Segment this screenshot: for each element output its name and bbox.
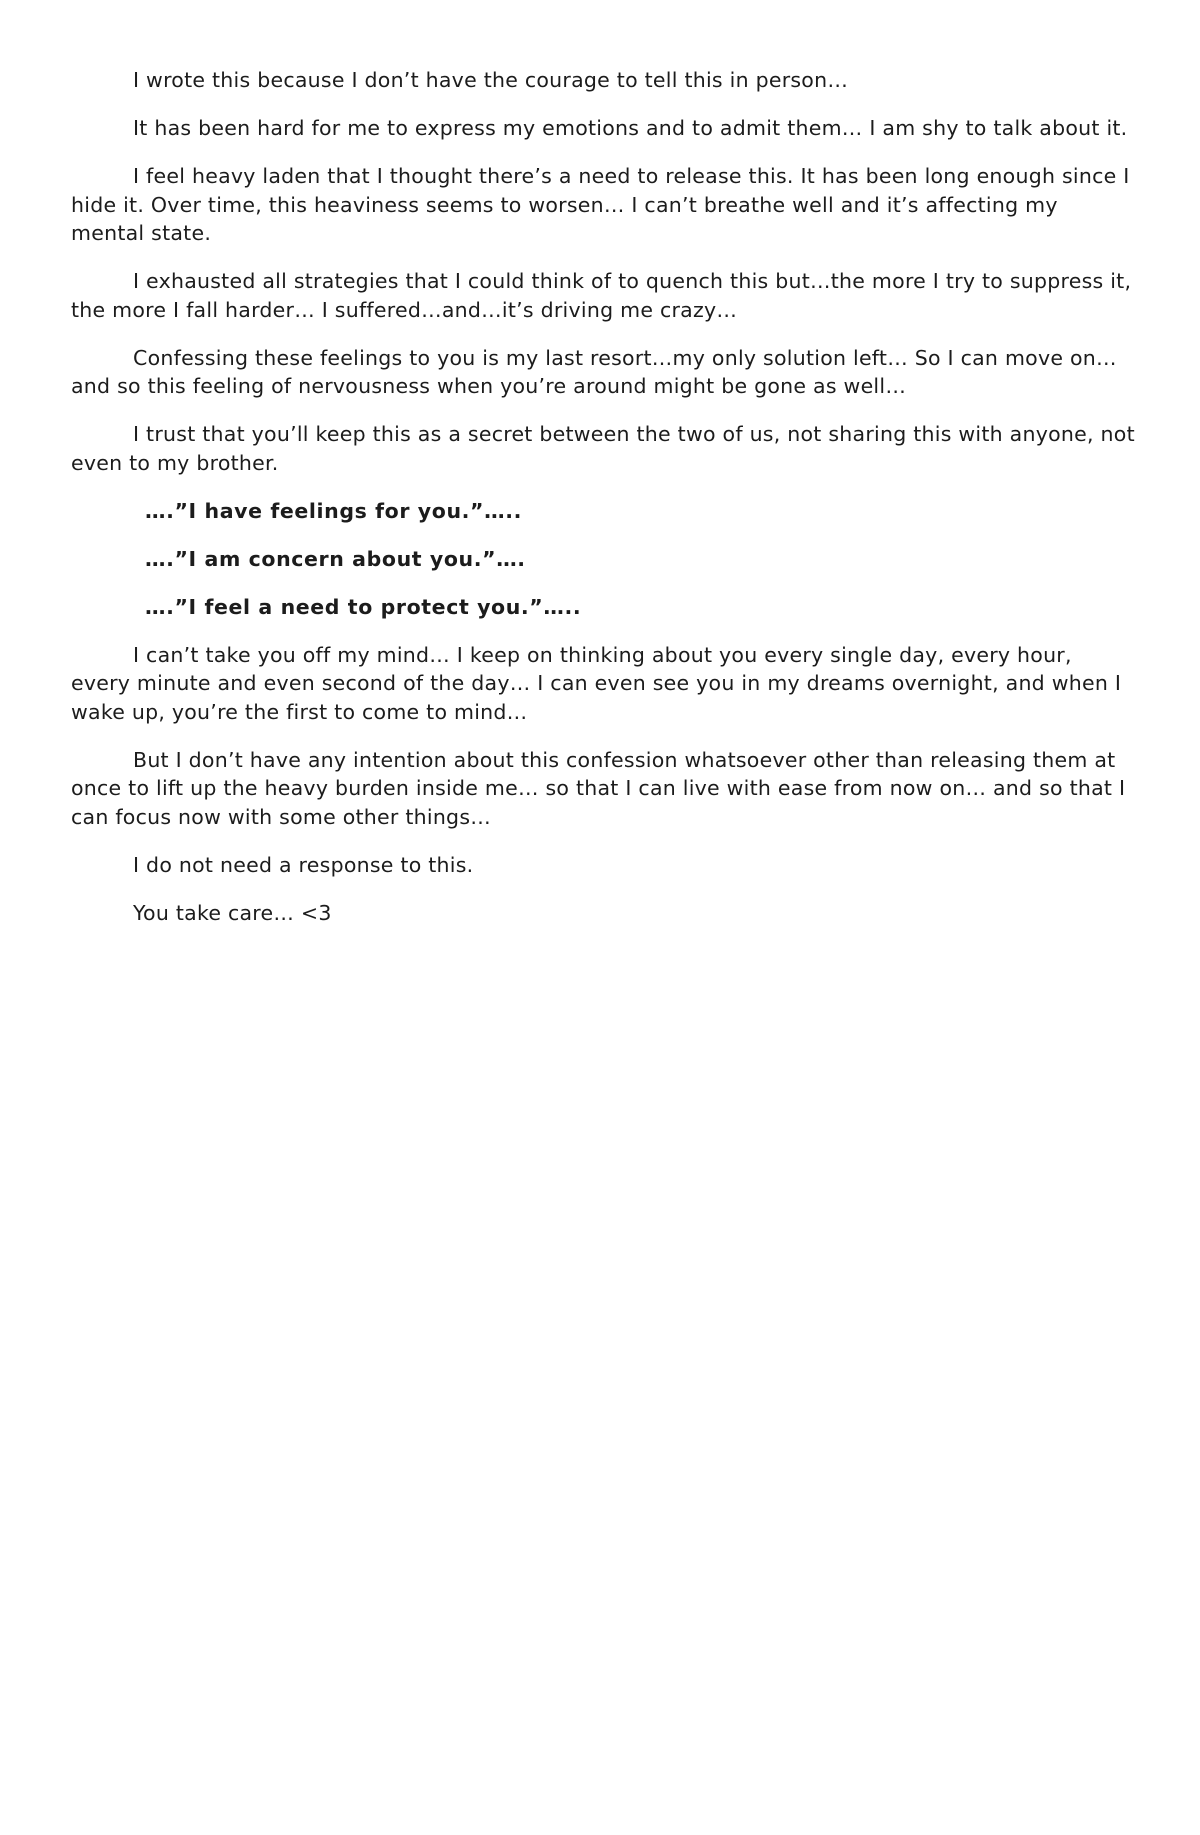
letter-paragraph: I exhausted all strategies that I could think of to quench this but…the more I try to suppress it, the more I fall harder… I suffered…and…it’s driving me crazy… xyxy=(71,269,1132,322)
letter-body xyxy=(71,66,1135,947)
letter-paragraph: I wrote this because I don’t have the courage to tell this in person… xyxy=(133,68,849,92)
letter-paragraph: But I don’t have any intention about this confession whatsoever other than releasing them at once to lift up the heavy burden inside me… so that I can live with ease from now on… and so that I can focus now with some other things… xyxy=(71,747,1126,829)
letter-paragraph: It has been hard for me to express my emotions and to admit them… I am shy to talk about it. xyxy=(133,116,1128,140)
letter-closing: You take care… <3 xyxy=(133,900,332,925)
letter-paragraph: I trust that you’ll keep this as a secret between the two of us, not sharing this with anyone, not even to my brother. xyxy=(71,422,1135,475)
emphasized-line: ….”I am concern about you.”…. xyxy=(145,546,526,571)
emphasized-line: ….”I feel a need to protect you.”….. xyxy=(145,594,582,619)
emphasized-line: ….”I have feelings for you.”….. xyxy=(145,498,522,523)
letter-paragraph: Confessing these feelings to you is my last resort…my only solution left… So I can move on… and so this feeling of nervousness when you’re around might be gone as well… xyxy=(71,345,1117,398)
letter-paragraph: I can’t take you off my mind… I keep on thinking about you every single day, every hour, every minute and even second of the day… I can even see you in my dreams overnight, and when I wake up, you’re the first to come to mind… xyxy=(71,642,1122,724)
letter-paragraph: I do not need a response to this. xyxy=(133,852,474,877)
letter-paragraph: I feel heavy laden that I thought there’s a need to release this. It has been long enough since I hide it. Over time, this heaviness seems to worsen… I can’t breathe well and it’s affecting my mental state. xyxy=(71,164,1130,245)
